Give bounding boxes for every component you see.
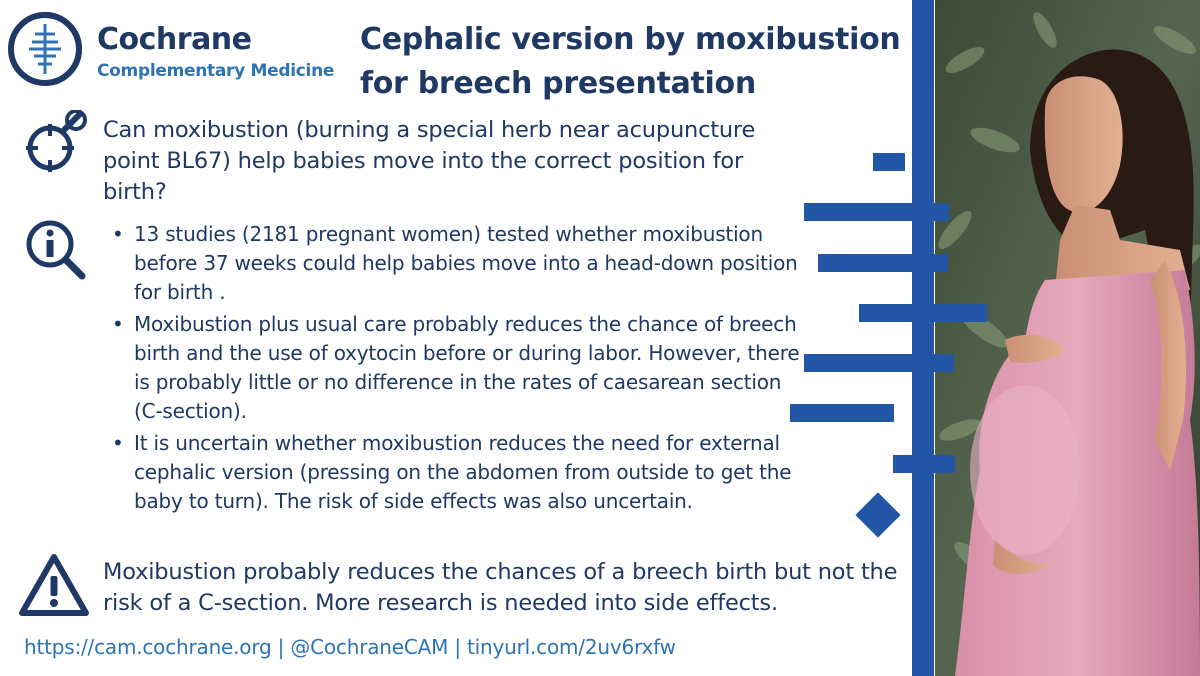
footer-links[interactable]: https://cam.cochrane.org | @CochraneCAM | tinyurl.com/2uv6rxfw bbox=[24, 635, 676, 659]
bullet: • bbox=[112, 222, 124, 246]
cochrane-logo bbox=[8, 12, 82, 86]
bullet: • bbox=[112, 312, 124, 336]
findings-list bbox=[112, 220, 802, 519]
page-title: Cephalic version by moxibustion for breech presentation bbox=[360, 22, 901, 101]
bullet: • bbox=[112, 431, 124, 455]
brand-name: Cochrane bbox=[97, 22, 252, 57]
finding-text: Moxibustion plus usual care probably reduces the chance of breech birth and the use of oxytocin before or during labor. However, there is probably little or no difference in the rates of caesarean section (C-section). bbox=[134, 312, 800, 423]
finding-text: It is uncertain whether moxibustion reduces the need for external cephalic version (pressing on the abdomen from outside to get the baby to turn). The risk of side effects was also uncertain. bbox=[134, 431, 792, 513]
warning-triangle-icon bbox=[18, 552, 90, 618]
magnifier-target-icon bbox=[24, 110, 88, 174]
finding-item bbox=[112, 429, 802, 516]
finding-item bbox=[112, 310, 802, 426]
finding-item bbox=[112, 220, 802, 307]
brand-subtitle: Complementary Medicine bbox=[97, 61, 335, 81]
question-text: Can moxibustion (burning a special herb near acupuncture point BL67) help babies move into the correct position for birth? bbox=[103, 117, 756, 205]
conclusion-text: Moxibustion probably reduces the chances of a breech birth but not the risk of a C-section. More research is needed into side effects. bbox=[103, 559, 898, 616]
info-magnifier-icon bbox=[24, 218, 86, 280]
finding-text: 13 studies (2181 pregnant women) tested whether moxibustion before 37 weeks could help babies move into a head-down position for birth . bbox=[134, 222, 798, 304]
